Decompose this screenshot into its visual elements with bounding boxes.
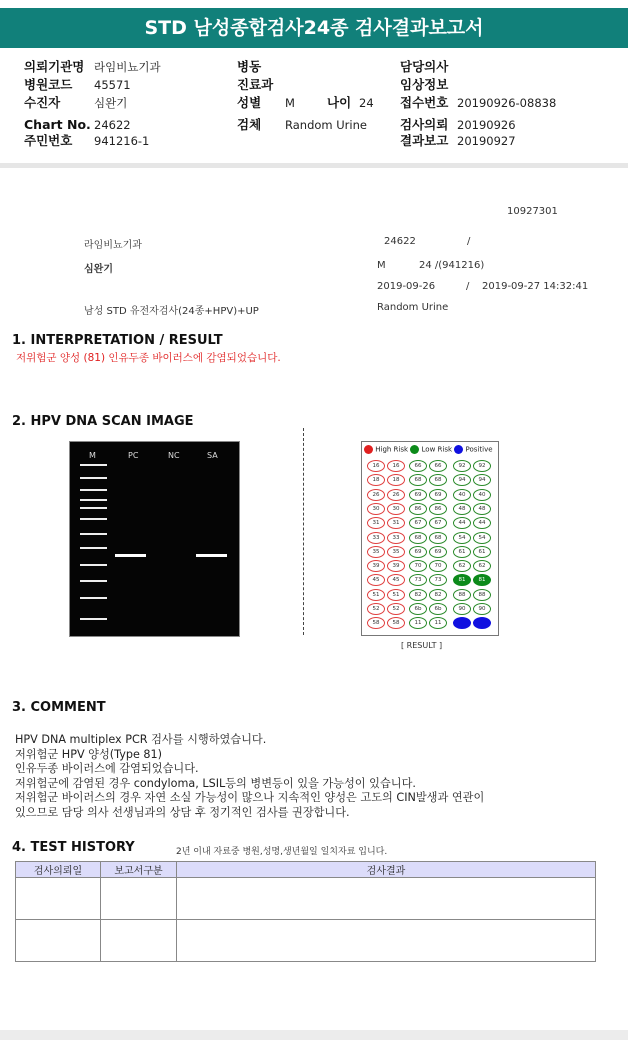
gel-lane-label: NC — [168, 451, 180, 460]
header-row: 담당의사 — [400, 59, 449, 74]
gel-image — [69, 441, 240, 637]
result-cell: 31 — [367, 517, 385, 529]
result-cell: 39 — [367, 560, 385, 572]
legend-positive-label: Positive — [465, 445, 493, 454]
result-cell: 90 — [473, 603, 491, 615]
result-cell: 67 — [409, 517, 427, 529]
comment-line: 있으므로 담당 의사 선생님과의 상담 후 정기적인 검사를 권장합니다. — [15, 805, 350, 819]
gel-ladder-band — [80, 597, 107, 599]
summary-date-received: 2019-09-26 — [377, 281, 436, 292]
summary-test-name: 남성 STD 유전자검사(24종+HPV)+UP — [84, 306, 259, 317]
age-value: 24 — [359, 96, 374, 110]
summary-patient: 심완기 — [84, 264, 113, 275]
result-cell: 68 — [409, 532, 427, 544]
comment-line: 저위험군 HPV 양성(Type 81) — [15, 747, 162, 761]
result-cell: 82 — [429, 589, 447, 601]
result-cell: 68 — [409, 474, 427, 486]
result-cell: 31 — [387, 517, 405, 529]
result-cell: 86 — [429, 503, 447, 515]
result-cell: 45 — [367, 574, 385, 586]
scan-image-heading: 2. HPV DNA SCAN IMAGE — [12, 414, 194, 429]
result-legend — [364, 445, 493, 454]
header-row: 결과보고 20190927 — [400, 133, 516, 148]
history-col-type: 보고서구분 — [101, 862, 177, 878]
result-cell: 62 — [453, 560, 471, 572]
result-cell: 16 — [367, 460, 385, 472]
legend-high-label: High Risk — [375, 445, 409, 454]
header-row: 주민번호 941216-1 — [24, 133, 150, 148]
result-cell: 70 — [429, 560, 447, 572]
result-cell: 26 — [387, 489, 405, 501]
history-cell — [16, 920, 101, 962]
result-cell: 73 — [409, 574, 427, 586]
comment-line: 인유두종 바이러스에 감염되었습니다. — [15, 762, 199, 775]
result-cell: 54 — [453, 532, 471, 544]
high-risk-dot-icon — [364, 445, 373, 454]
summary-slash: / — [466, 281, 470, 292]
low-risk-dot-icon — [410, 445, 419, 454]
header-row: 검사의뢰 20190926 — [400, 117, 516, 132]
gel-ladder-band — [80, 477, 107, 479]
history-header-row — [16, 862, 596, 878]
comment-line: 저위험군 바이러스의 경우 자연 소실 가능성이 많으나 지속적인 양성은 고도의 CIN발생과 연관이 — [15, 791, 485, 804]
result-cell: 30 — [387, 503, 405, 515]
header-row: 검체 Random Urine — [237, 117, 367, 132]
result-cell: 58 — [367, 617, 385, 629]
result-cell: 18 — [367, 474, 385, 486]
result-cell: 6b — [429, 603, 447, 615]
history-cell — [101, 878, 177, 920]
header-row: Chart No. 24622 — [24, 117, 131, 132]
result-cell: 40 — [453, 489, 471, 501]
result-cell: 33 — [387, 532, 405, 544]
result-cell: 69 — [429, 489, 447, 501]
gel-ladder-band — [80, 564, 107, 566]
header-row: 접수번호 20190926-08838 — [400, 95, 557, 110]
gel-sample-band — [115, 554, 146, 557]
history-cell — [101, 920, 177, 962]
positive-dot-icon — [454, 445, 463, 454]
summary-specimen: Random Urine — [377, 302, 449, 313]
result-cell: 40 — [473, 489, 491, 501]
gel-lane-label: SA — [207, 451, 218, 460]
result-cell: 67 — [429, 517, 447, 529]
result-cell: 54 — [473, 532, 491, 544]
gel-ladder-band — [80, 464, 107, 466]
result-cell: 73 — [429, 574, 447, 586]
result-cell: 39 — [387, 560, 405, 572]
history-cell — [177, 920, 596, 962]
interpretation-text: 저위험군 양성 (81) 인유두종 바이러스에 감염되었습니다. — [16, 352, 281, 364]
header-row: 수진자 심완기 — [24, 95, 128, 110]
result-cell: 16 — [387, 460, 405, 472]
result-cell: 94 — [453, 474, 471, 486]
header-divider — [0, 163, 628, 168]
result-cell: 6b — [409, 603, 427, 615]
result-cell: 70 — [409, 560, 427, 572]
comment-line: 저위험군에 감염된 경우 condyloma, LSIL등의 병변등이 있을 가능성이 있습니다. — [15, 776, 416, 790]
result-cell: 88 — [473, 589, 491, 601]
result-cell: 69 — [429, 546, 447, 558]
header-row: 임상정보 — [400, 77, 449, 92]
result-cell — [473, 617, 491, 629]
summary-chart: 24622 — [384, 236, 416, 247]
result-cell: 66 — [429, 460, 447, 472]
result-cell: 81 — [453, 574, 471, 586]
comment-heading: 3. COMMENT — [12, 700, 106, 715]
result-cell: 68 — [429, 474, 447, 486]
header-row: 성별 M 나이 24 — [237, 95, 374, 110]
history-note: 2년 이내 자료중 병원,성명,생년월일 일치자료 입니다. — [176, 847, 388, 857]
result-cell: 44 — [453, 517, 471, 529]
result-cell: 68 — [429, 532, 447, 544]
gel-lane-label: PC — [128, 451, 139, 460]
history-table — [15, 861, 596, 962]
summary-slash: / — [467, 236, 471, 247]
result-cell: 94 — [473, 474, 491, 486]
result-cell: 45 — [387, 574, 405, 586]
result-cell: 81 — [473, 574, 491, 586]
result-cell: 51 — [387, 589, 405, 601]
table-row — [16, 878, 596, 920]
header-col3 — [400, 56, 556, 146]
gel-ladder-band — [80, 618, 107, 620]
result-cell: 66 — [409, 460, 427, 472]
result-cell: 58 — [387, 617, 405, 629]
result-cell: 92 — [453, 460, 471, 472]
history-col-result: 검사결과 — [177, 862, 596, 878]
header-row: 의뢰기관명 라임비뇨기과 — [24, 59, 161, 74]
scan-divider — [303, 428, 304, 635]
result-cell: 90 — [453, 603, 471, 615]
result-caption: [ RESULT ] — [401, 641, 443, 650]
result-cell: 88 — [453, 589, 471, 601]
header-row: 병동 — [237, 59, 262, 74]
result-cell: 18 — [387, 474, 405, 486]
result-cell: 86 — [409, 503, 427, 515]
result-cell: 33 — [367, 532, 385, 544]
summary-date-report: 2019-09-27 14:32:41 — [482, 281, 589, 292]
result-cell: 61 — [453, 546, 471, 558]
result-cell: 69 — [409, 489, 427, 501]
gel-ladder-band — [80, 518, 107, 520]
result-cell: 51 — [367, 589, 385, 601]
table-row — [16, 920, 596, 962]
summary-sex: M — [377, 260, 386, 271]
footer-bar — [0, 1030, 628, 1040]
header-row: 진료과 — [237, 77, 274, 92]
header-col2 — [237, 56, 374, 130]
gel-ladder-band — [80, 507, 107, 509]
age-label: 나이 — [327, 95, 352, 110]
result-panel — [361, 441, 499, 636]
doc-number: 10927301 — [507, 206, 558, 217]
report-title: STD 남성종합검사24종 검사결과보고서 — [0, 8, 628, 48]
header-row: 병원코드 45571 — [24, 77, 131, 92]
comment-line: HPV DNA multiplex PCR 검사를 시행하였습니다. — [15, 733, 267, 746]
result-cell: 35 — [387, 546, 405, 558]
history-col-date: 검사의뢰일 — [16, 862, 101, 878]
gel-ladder-band — [80, 547, 107, 549]
result-cell: 48 — [453, 503, 471, 515]
gel-ladder-band — [80, 580, 107, 582]
result-cell: 52 — [367, 603, 385, 615]
result-cell: 44 — [473, 517, 491, 529]
result-cell: 11 — [429, 617, 447, 629]
result-cell: 82 — [409, 589, 427, 601]
legend-low-label: Low Risk — [421, 445, 453, 454]
gel-sample-band — [196, 554, 227, 557]
history-heading: 4. TEST HISTORY — [12, 840, 135, 855]
summary-age-birth: 24 /(941216) — [419, 260, 485, 271]
result-cell: 26 — [367, 489, 385, 501]
interpretation-heading: 1. INTERPRETATION / RESULT — [12, 333, 223, 348]
result-cell: 69 — [409, 546, 427, 558]
result-cell — [453, 617, 471, 629]
gel-ladder-band — [80, 533, 107, 535]
result-cell: 35 — [367, 546, 385, 558]
result-cell: 30 — [367, 503, 385, 515]
header-col1 — [24, 56, 161, 146]
gel-lane-label: M — [89, 451, 96, 460]
result-cell: 48 — [473, 503, 491, 515]
history-cell — [177, 878, 596, 920]
gel-ladder-band — [80, 499, 107, 501]
result-cell: 92 — [473, 460, 491, 472]
result-cell: 61 — [473, 546, 491, 558]
gel-ladder-band — [80, 489, 107, 491]
result-cell: 52 — [387, 603, 405, 615]
comment-body — [15, 733, 484, 820]
history-cell — [16, 878, 101, 920]
result-cell: 11 — [409, 617, 427, 629]
summary-clinic: 라임비뇨기과 — [84, 240, 142, 251]
result-cell: 62 — [473, 560, 491, 572]
